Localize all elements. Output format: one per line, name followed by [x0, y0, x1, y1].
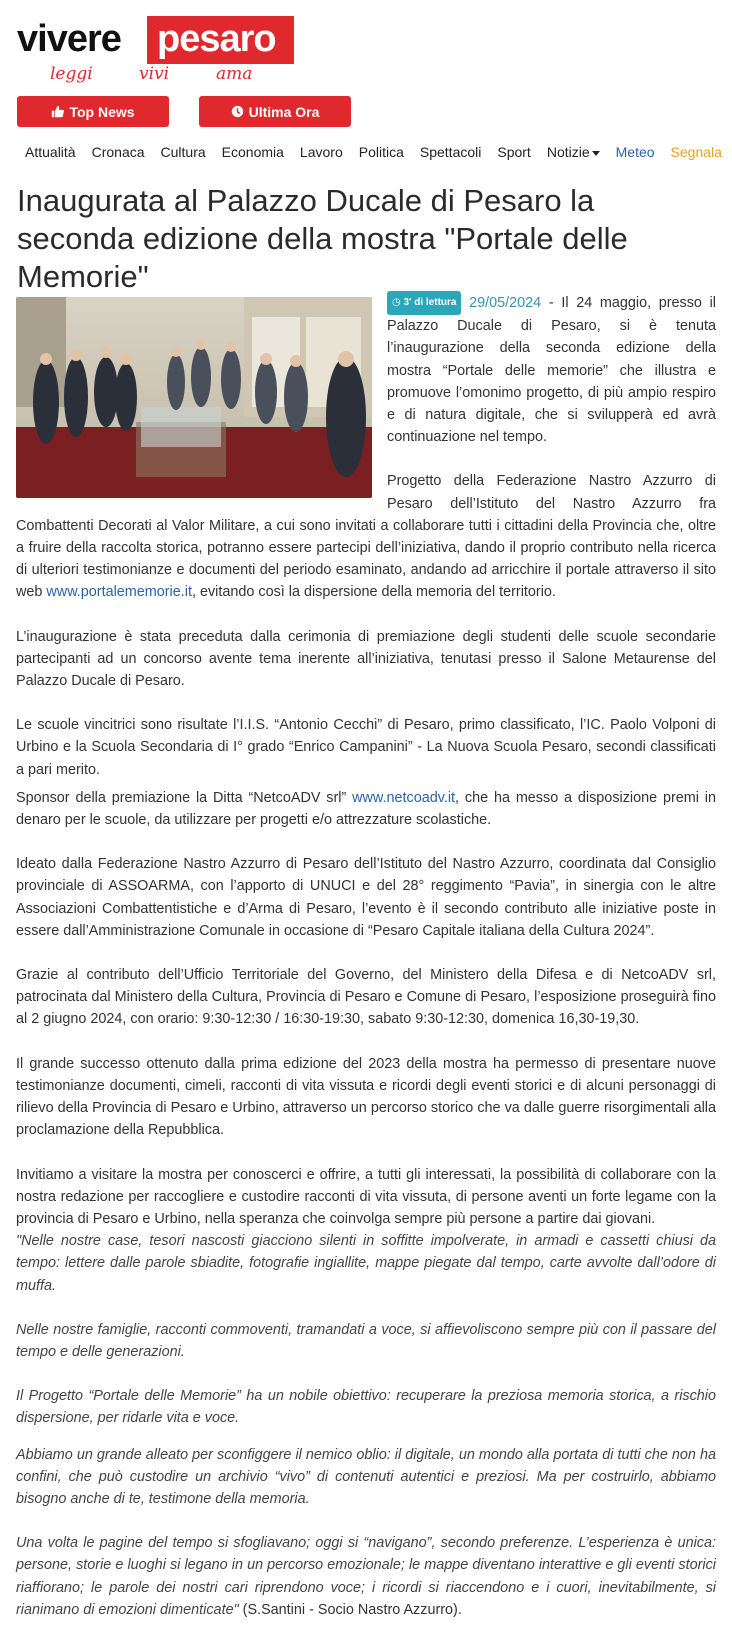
article-paragraph-2a: Progetto della Federazione Nastro Azzurro di Pesaro dell’Istituto del Nastro Azzurro fra Combattenti Decorati al Valor Militare, a cui sono invitati a collaborare tutti i cittadini della Provincia che, oltre a fruire della raccolta storica, potranno essere partecipi dell’iniziativa, dando il proprio contributo nella ricerca di ulteriori testimonianze e documenti del periodo esaminato, andando ad arricchire il portale attraverso il sito web	[16, 473, 716, 601]
article-date: 29/05/2024	[469, 294, 542, 311]
article-paragraph-6: Ideato dalla Federazione Nastro Azzurro di Pesaro dell’Istituto del Nastro Azzurro, coordinata dal Consiglio provinciale di ASSOARMA, con l’apporto di UNUCI e del 28° reggimento “Pavia”, in sinergia con le altre Associazioni Combattentistiche e d’Arma di Pesaro, l’evento è il secondo contributo alle iniziative poste in essere dall’Amministrazione Comunale in occasione di “Pesaro Capitale italiana della Cultura 2024”.	[16, 856, 716, 939]
nav-item-attualita[interactable]: Attualità	[25, 144, 76, 160]
nav-item-lavoro[interactable]: Lavoro	[299, 144, 343, 160]
quote-paragraph-1: "Nelle nostre case, tesori nascosti giacciono silenti in soffitte impolverate, in armadi e cassetti chiusi da tempo: lettere dalle parole sbiadite, fotografie ingiallite, mappe piegate dal tempo, carte avvolte dall’odore di muffa.	[16, 1233, 716, 1294]
nav-item-politica[interactable]: Politica	[358, 144, 404, 160]
article-paragraph-8: Il grande successo ottenuto dalla prima edizione del 2023 della mostra ha permesso di presentare nuove testimonianze documenti, cimeli, racconti di vita vissuta e ricordi degli eventi storici e di alcuni personaggi di rilievo della Provincia di Pesaro e Urbino, attraverso un percorso storico che va dalle guerre risorgimentali alla proclamazione della Repubblica.	[16, 1055, 716, 1139]
reading-time-badge	[387, 291, 461, 315]
nav-item-sport[interactable]: Sport	[497, 144, 531, 160]
article-paragraph-7: Grazie al contributo dell’Ufficio Territoriale del Governo, del Ministero della Difesa e di NetcoADV srl, patrocinata dal Ministero della Cultura, Provincia di Pesaro e Comune di Pesaro, l’esposizione proseguirà fino al 2 giugno 2024, con orario: 9:30-12:30 / 16:30-19:30, sabato 9:30-12:30, domenica 16,30-19,30.	[16, 967, 716, 1028]
nav-item-notizie-label: Notizie	[546, 144, 590, 160]
article-paragraph-1: - Il 24 maggio, presso il Palazzo Ducale di Pesaro, si è tenuta l’inaugurazione della seconda edizione della mostra “Portale delle memorie” che illustra e promuove l’omonimo progetto, di più ampio respiro e di natura digitale, che si svilupperà ed avrà continuazione nel tempo.	[387, 294, 716, 446]
quote-paragraph-5: Una volta le pagine del tempo si sfogliavano; oggi si “navigano”, secondo preferenze. L’esperienza è unica: persone, storie e luoghi si legano in un percorso emozionale; le mappe diventano interattive e gli eventi storici riaffiorano; le parole dei nostri cari riprendono voce; i ricordi si riaccendono e i cuori, inevitabilmente, si rianimano di emozioni dimenticate"	[16, 1535, 716, 1618]
site-logo[interactable]	[17, 14, 297, 84]
tagline-vivi: vivi	[139, 64, 170, 84]
article-paragraph-5a: Sponsor della premiazione la Ditta “NetcoADV srl”	[16, 789, 353, 806]
quote-paragraph-2: Nelle nostre famiglie, racconti commoventi, tramandati a voce, si affievoliscono sempre più con il passare del tempo e delle generazioni.	[16, 1321, 716, 1360]
article-paragraph-2b: , evitando così la dispersione della memoria del territorio.	[191, 584, 556, 601]
nav-item-spettacoli[interactable]: Spettacoli	[419, 144, 482, 160]
ultima-ora-label: Ultima Ora	[248, 103, 320, 120]
top-news-button[interactable]	[17, 96, 169, 127]
logo-text-pesaro: pesaro	[157, 18, 276, 60]
portalememorie-link[interactable]: www.portalememorie.it	[46, 584, 192, 601]
chevron-down-icon	[592, 151, 600, 156]
article-body	[16, 291, 716, 1643]
main-nav	[17, 138, 732, 168]
netcoadv-link[interactable]: www.netcoadv.it	[352, 789, 456, 806]
ultima-ora-button[interactable]	[199, 96, 351, 127]
reading-time-label: 3' di lettura	[403, 297, 457, 308]
article-paragraph-9: Invitiamo a visitare la mostra per conoscerci e offrire, a tutti gli interessati, la possibilità di collaborare con la nostra redazione per raccogliere e custodire racconti di vita vissuta, di persone aventi un forte legame con la provincia di Pesaro e Urbino, nella speranza che coinvolga sempre più persone a partire dai giovani.	[16, 1166, 716, 1227]
article-paragraph-5b: , che ha messo a disposizione premi in denaro per le scuole, da utilizzare per progetti e/o attrezzature scolastiche.	[16, 789, 717, 829]
clock-icon	[231, 105, 244, 118]
article-paragraph-4: Le scuole vincitrici sono risultate l’I.I.S. “Antonio Cecchi” di Pesaro, primo classificato, l’IC. Paolo Volponi di Urbino e la Scuola Secondaria di I° grado “Enrico Campanini” - La Nuova Scuola Pesaro, secondi classificati a pari merito.	[16, 717, 716, 778]
clock-icon: ◷	[392, 297, 404, 308]
quote-paragraph-4: Abbiamo un grande alleato per sconfiggere il nemico oblio: il digitale, un mondo alla portata di tutti che non ha confini, che può custodire un archivio “vivo” di contenuti autentici e preziosi. Ma per costruirlo, abbiamo bisogno anche di te, testimone della memoria.	[16, 1446, 716, 1507]
tagline-ama: ama	[216, 64, 253, 84]
thumbs-up-icon	[51, 105, 64, 118]
tagline-leggi: leggi	[50, 64, 93, 84]
logo-text-vivere: vivere	[17, 18, 121, 60]
quote-author: (S.Santini - Socio Nastro Azzurro).	[238, 1601, 462, 1618]
article-title: Inaugurata al Palazzo Ducale di Pesaro la seconda edizione della mostra "Portale delle Memorie"	[17, 183, 628, 294]
nav-item-cultura[interactable]: Cultura	[160, 144, 206, 160]
article-paragraph-3: L’inaugurazione è stata preceduta dalla cerimonia di premiazione degli studenti delle scuole secondarie partecipanti ad un concorso avente tema inerente all’iniziativa, tenutasi presso il Salone Metaurense del Palazzo Ducale di Pesaro.	[16, 628, 716, 690]
quote-paragraph-3: Il Progetto “Portale delle Memorie” ha un nobile obiettivo: recuperare la preziosa memoria storica, a rischio dispersione, per ridarle vita e voce.	[16, 1388, 716, 1427]
nav-item-cronaca[interactable]: Cronaca	[91, 144, 145, 160]
nav-item-economia[interactable]: Economia	[221, 144, 284, 160]
nav-item-notizie[interactable]	[539, 138, 608, 166]
top-news-label: Top News	[69, 103, 135, 120]
nav-item-meteo[interactable]: Meteo	[615, 144, 655, 160]
nav-item-segnala[interactable]: Segnala	[670, 144, 722, 160]
